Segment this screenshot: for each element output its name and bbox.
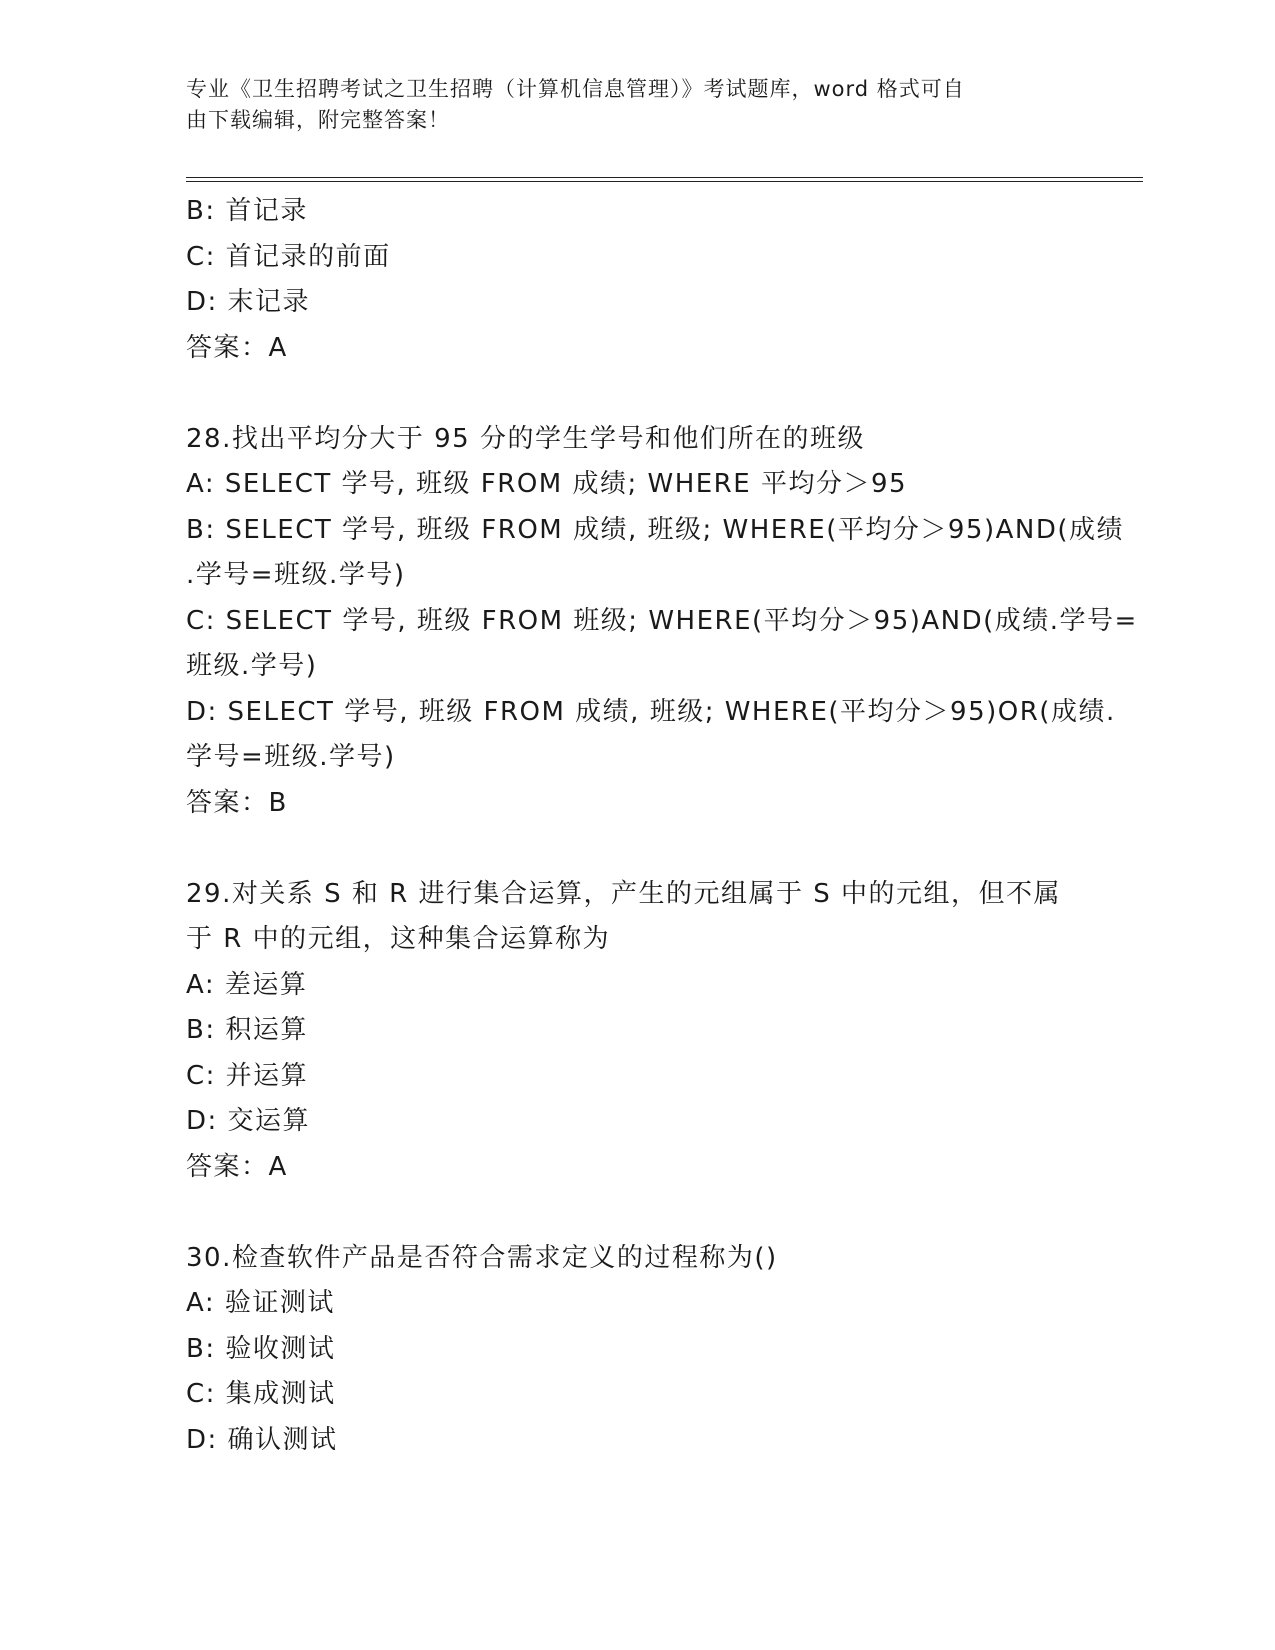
q29-option-d: D: 交运算 <box>186 1106 311 1136</box>
header-line-2: 由下载编辑，附完整答案！ <box>186 108 450 132</box>
question-30 <box>186 1236 1076 1464</box>
document-body <box>186 189 1138 1463</box>
q29-option-b: B: 积运算 <box>186 1015 308 1045</box>
q28-answer: 答案：B <box>186 787 288 818</box>
q29-option-a: A: 差运算 <box>186 969 308 1000</box>
header-line-1: 专业《卫生招聘考试之卫生招聘（计算机信息管理）》考试题库，word 格式可自 <box>186 77 965 101</box>
q30-stem: 30.检查软件产品是否符合需求定义的过程称为() <box>186 1242 778 1273</box>
question-28 <box>186 417 1138 827</box>
q29-option-c: C: 并运算 <box>186 1060 309 1091</box>
q27-option-c: C: 首记录的前面 <box>186 241 391 272</box>
question-29 <box>186 872 1076 1191</box>
spacer <box>186 826 1076 872</box>
document-header <box>186 74 1066 136</box>
q27-answer: 答案：A <box>186 332 288 363</box>
q28-option-c-line-2: 班级.学号) <box>186 651 318 681</box>
q30-option-c: C: 集成测试 <box>186 1379 336 1409</box>
spacer <box>186 1190 1076 1236</box>
question-27 <box>186 189 1076 371</box>
q29-stem-line-2: 于 R 中的元组，这种集合运算称为 <box>186 924 611 954</box>
q30-option-b: B: 验收测试 <box>186 1333 336 1364</box>
header-divider-top <box>186 177 1143 178</box>
q28-option-b-line-2: .学号=班级.学号) <box>186 560 406 590</box>
q30-option-a: A: 验证测试 <box>186 1288 335 1318</box>
q28-option-b-line-1: B: SELECT 学号, 班级 FROM 成绩, 班级; WHERE(平均分＞95)AND(成绩 <box>186 514 1124 545</box>
q28-option-c-line-1: C: SELECT 学号, 班级 FROM 班级; WHERE(平均分＞95)AND(成绩.学号= <box>186 605 1138 636</box>
spacer <box>186 371 1076 417</box>
header-divider-bottom <box>186 181 1143 182</box>
q27-option-d: D: 末记录 <box>186 287 311 317</box>
q30-option-d: D: 确认测试 <box>186 1424 338 1455</box>
q28-option-d-line-2: 学号=班级.学号) <box>186 742 396 772</box>
q28-option-a: A: SELECT 学号, 班级 FROM 成绩; WHERE 平均分＞95 <box>186 469 908 499</box>
q29-answer: 答案：A <box>186 1151 288 1182</box>
q28-stem: 28.找出平均分大于 95 分的学生学号和他们所在的班级 <box>186 423 865 454</box>
q27-option-b: B: 首记录 <box>186 196 308 226</box>
q28-option-d-line-1: D: SELECT 学号, 班级 FROM 成绩, 班级; WHERE(平均分＞95)OR(成绩. <box>186 696 1116 727</box>
q29-stem-line-1: 29.对关系 S 和 R 进行集合运算，产生的元组属于 S 中的元组，但不属 <box>186 878 1062 909</box>
